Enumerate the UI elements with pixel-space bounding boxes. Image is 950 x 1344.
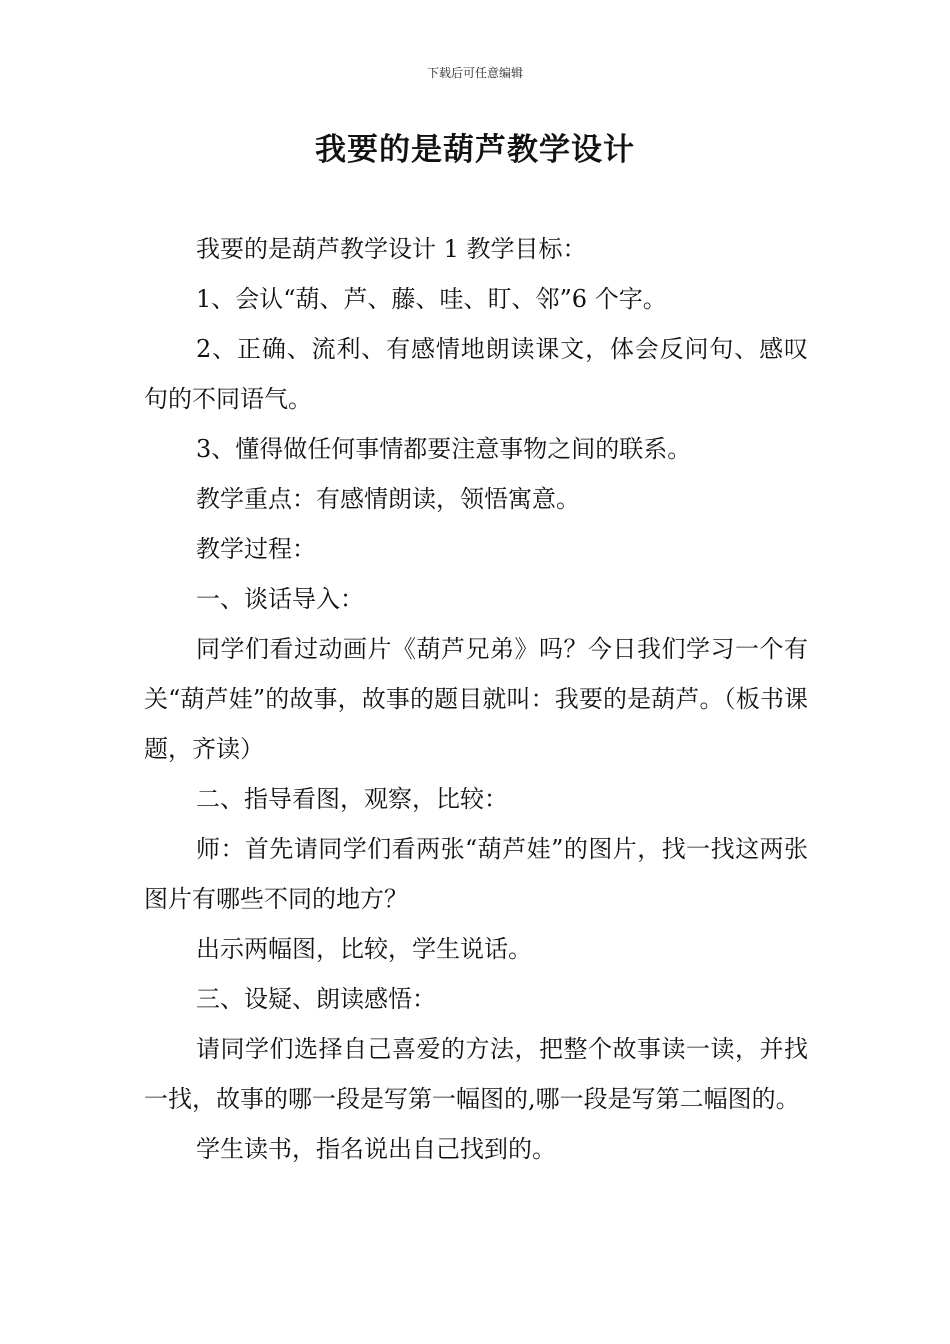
document-title: 我要的是葫芦教学设计 bbox=[315, 132, 635, 168]
header-note: 下载后可任意编辑 bbox=[426, 66, 523, 80]
paragraph-key-point: 教学重点：有感情朗读，领悟寓意。 bbox=[196, 485, 580, 513]
paragraph-section-3-heading: 三、设疑、朗读感悟： bbox=[196, 985, 436, 1013]
paragraph-section-2-heading: 二、指导看图，观察，比较： bbox=[196, 785, 508, 813]
paragraph-objective-2: 2、正确、流利、有感情地朗读课文，体会反问句、感叹句的不同语气。 bbox=[144, 335, 808, 413]
document-body bbox=[144, 224, 808, 1174]
paragraph-section-3-text: 请同学们选择自己喜爱的方法，把整个故事读一读，并找一找，故事的哪一段是写第一幅图的,哪一段是写第二幅图的。 bbox=[144, 1035, 808, 1113]
paragraph-section-2-activity: 出示两幅图，比较，学生说话。 bbox=[196, 935, 532, 963]
paragraph-objectives-heading: 我要的是葫芦教学设计 1 教学目标： bbox=[196, 235, 587, 263]
paragraph-section-3-activity: 学生读书，指名说出自己找到的。 bbox=[196, 1135, 556, 1163]
paragraph-section-2-text: 师：首先请同学们看两张“葫芦娃”的图片，找一找这两张图片有哪些不同的地方？ bbox=[144, 835, 808, 913]
paragraph-process-heading: 教学过程： bbox=[196, 535, 316, 563]
paragraph-objective-1: 1、会认“葫、芦、藤、哇、盯、邻”6 个字。 bbox=[196, 285, 667, 313]
paragraph-section-1-text: 同学们看过动画片《葫芦兄弟》吗？今日我们学习一个有关“葫芦娃”的故事，故事的题目就叫：我要的是葫芦。（板书课题，齐读） bbox=[144, 635, 808, 763]
paragraph-section-1-heading: 一、谈话导入： bbox=[196, 585, 364, 613]
paragraph-objective-3: 3、懂得做任何事情都要注意事物之间的联系。 bbox=[196, 435, 692, 463]
